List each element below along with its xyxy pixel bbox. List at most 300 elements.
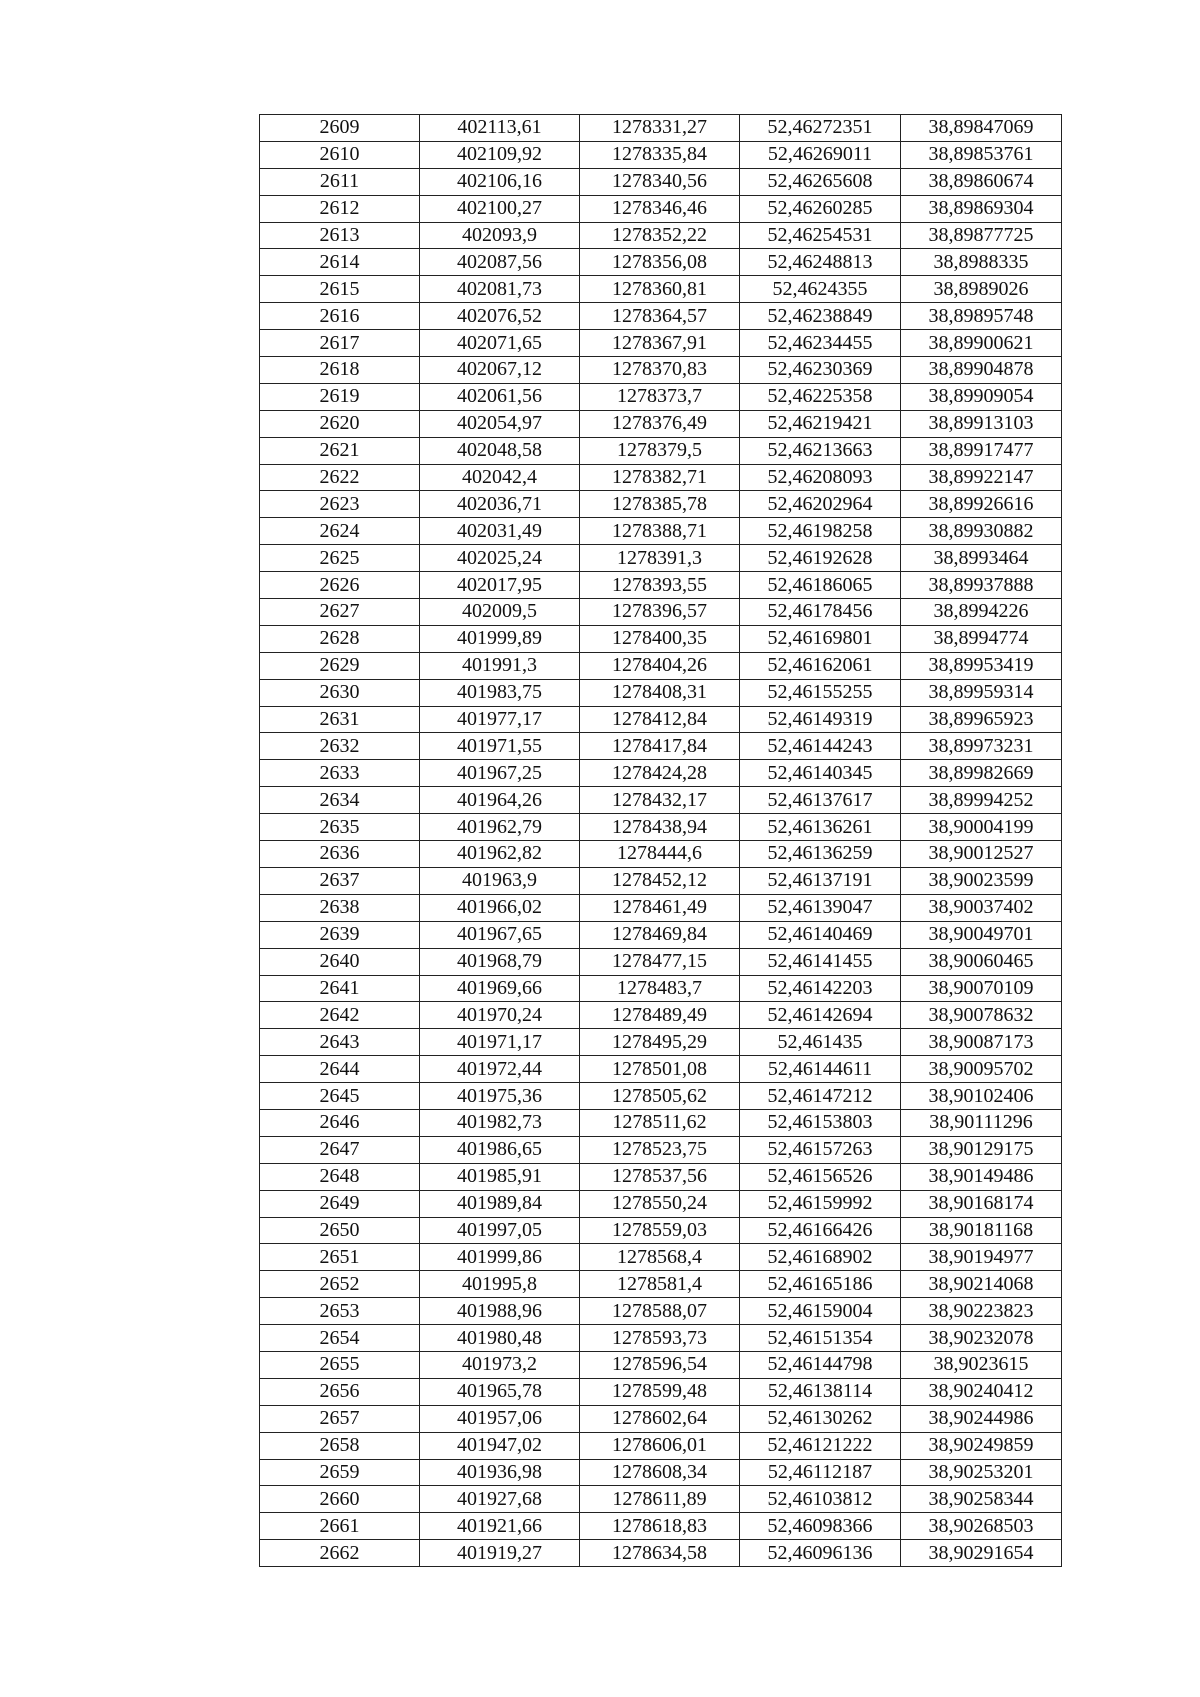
- longitude-cell: 38,89853761: [901, 141, 1062, 168]
- point-number-cell: 2628: [260, 625, 420, 652]
- y-coordinate-cell: 1278634,58: [580, 1540, 740, 1567]
- y-coordinate-cell: 1278331,27: [580, 115, 740, 142]
- table-row: [260, 948, 1062, 975]
- point-number-cell: 2641: [260, 975, 420, 1002]
- longitude-cell: 38,89877725: [901, 222, 1062, 249]
- point-number-cell: 2655: [260, 1351, 420, 1378]
- longitude-cell: 38,89904878: [901, 357, 1062, 384]
- table-row: [260, 814, 1062, 841]
- y-coordinate-cell: 1278382,71: [580, 464, 740, 491]
- table-row: [260, 652, 1062, 679]
- longitude-cell: 38,89973231: [901, 733, 1062, 760]
- table-row: [260, 222, 1062, 249]
- y-coordinate-cell: 1278356,08: [580, 249, 740, 276]
- longitude-cell: 38,89895748: [901, 303, 1062, 330]
- latitude-cell: 52,46186065: [740, 572, 901, 599]
- latitude-cell: 52,46136261: [740, 814, 901, 841]
- longitude-cell: 38,90095702: [901, 1056, 1062, 1083]
- x-coordinate-cell: 401967,65: [420, 921, 580, 948]
- x-coordinate-cell: 402048,58: [420, 437, 580, 464]
- longitude-cell: 38,8994774: [901, 625, 1062, 652]
- latitude-cell: 52,46136259: [740, 841, 901, 868]
- table-row: [260, 357, 1062, 384]
- point-number-cell: 2657: [260, 1405, 420, 1432]
- longitude-cell: 38,89994252: [901, 787, 1062, 814]
- y-coordinate-cell: 1278408,31: [580, 679, 740, 706]
- longitude-cell: 38,90214068: [901, 1271, 1062, 1298]
- longitude-cell: 38,90060465: [901, 948, 1062, 975]
- y-coordinate-cell: 1278618,83: [580, 1513, 740, 1540]
- point-number-cell: 2636: [260, 841, 420, 868]
- table-row: [260, 303, 1062, 330]
- x-coordinate-cell: 402076,52: [420, 303, 580, 330]
- coordinates-table-body: [260, 115, 1062, 1567]
- longitude-cell: 38,89965923: [901, 706, 1062, 733]
- x-coordinate-cell: 402109,92: [420, 141, 580, 168]
- x-coordinate-cell: 402009,5: [420, 599, 580, 626]
- latitude-cell: 52,46144611: [740, 1056, 901, 1083]
- latitude-cell: 52,46137191: [740, 867, 901, 894]
- point-number-cell: 2638: [260, 894, 420, 921]
- y-coordinate-cell: 1278501,08: [580, 1056, 740, 1083]
- table-row: [260, 1432, 1062, 1459]
- table-row: [260, 330, 1062, 357]
- table-row: [260, 1405, 1062, 1432]
- table-row: [260, 141, 1062, 168]
- point-number-cell: 2625: [260, 545, 420, 572]
- point-number-cell: 2659: [260, 1459, 420, 1486]
- longitude-cell: 38,89913103: [901, 410, 1062, 437]
- x-coordinate-cell: 401973,2: [420, 1351, 580, 1378]
- x-coordinate-cell: 401985,91: [420, 1163, 580, 1190]
- table-row: [260, 679, 1062, 706]
- x-coordinate-cell: 402061,56: [420, 383, 580, 410]
- x-coordinate-cell: 402071,65: [420, 330, 580, 357]
- x-coordinate-cell: 401991,3: [420, 652, 580, 679]
- y-coordinate-cell: 1278404,26: [580, 652, 740, 679]
- latitude-cell: 52,46168902: [740, 1244, 901, 1271]
- longitude-cell: 38,90253201: [901, 1459, 1062, 1486]
- longitude-cell: 38,90249859: [901, 1432, 1062, 1459]
- point-number-cell: 2609: [260, 115, 420, 142]
- x-coordinate-cell: 401995,8: [420, 1271, 580, 1298]
- x-coordinate-cell: 401982,73: [420, 1109, 580, 1136]
- y-coordinate-cell: 1278588,07: [580, 1298, 740, 1325]
- x-coordinate-cell: 402025,24: [420, 545, 580, 572]
- longitude-cell: 38,90102406: [901, 1083, 1062, 1110]
- point-number-cell: 2613: [260, 222, 420, 249]
- x-coordinate-cell: 402093,9: [420, 222, 580, 249]
- x-coordinate-cell: 402100,27: [420, 195, 580, 222]
- table-row: [260, 733, 1062, 760]
- point-number-cell: 2630: [260, 679, 420, 706]
- table-row: [260, 1513, 1062, 1540]
- y-coordinate-cell: 1278417,84: [580, 733, 740, 760]
- point-number-cell: 2611: [260, 168, 420, 195]
- x-coordinate-cell: 401963,9: [420, 867, 580, 894]
- table-row: [260, 545, 1062, 572]
- longitude-cell: 38,89937888: [901, 572, 1062, 599]
- point-number-cell: 2640: [260, 948, 420, 975]
- longitude-cell: 38,89959314: [901, 679, 1062, 706]
- table-row: [260, 1056, 1062, 1083]
- table-row: [260, 921, 1062, 948]
- x-coordinate-cell: 401957,06: [420, 1405, 580, 1432]
- longitude-cell: 38,89869304: [901, 195, 1062, 222]
- y-coordinate-cell: 1278438,94: [580, 814, 740, 841]
- y-coordinate-cell: 1278599,48: [580, 1378, 740, 1405]
- latitude-cell: 52,46151354: [740, 1325, 901, 1352]
- x-coordinate-cell: 402017,95: [420, 572, 580, 599]
- latitude-cell: 52,46230369: [740, 357, 901, 384]
- y-coordinate-cell: 1278495,29: [580, 1029, 740, 1056]
- x-coordinate-cell: 402036,71: [420, 491, 580, 518]
- table-row: [260, 1029, 1062, 1056]
- longitude-cell: 38,90244986: [901, 1405, 1062, 1432]
- y-coordinate-cell: 1278388,71: [580, 518, 740, 545]
- y-coordinate-cell: 1278335,84: [580, 141, 740, 168]
- x-coordinate-cell: 401999,86: [420, 1244, 580, 1271]
- longitude-cell: 38,90023599: [901, 867, 1062, 894]
- latitude-cell: 52,46269011: [740, 141, 901, 168]
- point-number-cell: 2656: [260, 1378, 420, 1405]
- table-row: [260, 1190, 1062, 1217]
- latitude-cell: 52,46265608: [740, 168, 901, 195]
- y-coordinate-cell: 1278511,62: [580, 1109, 740, 1136]
- longitude-cell: 38,90078632: [901, 1002, 1062, 1029]
- table-row: [260, 1244, 1062, 1271]
- y-coordinate-cell: 1278352,22: [580, 222, 740, 249]
- table-row: [260, 464, 1062, 491]
- table-row: [260, 1298, 1062, 1325]
- x-coordinate-cell: 402054,97: [420, 410, 580, 437]
- x-coordinate-cell: 402081,73: [420, 276, 580, 303]
- x-coordinate-cell: 401983,75: [420, 679, 580, 706]
- point-number-cell: 2648: [260, 1163, 420, 1190]
- table-row: [260, 706, 1062, 733]
- longitude-cell: 38,90223823: [901, 1298, 1062, 1325]
- longitude-cell: 38,8989026: [901, 276, 1062, 303]
- table-row: [260, 975, 1062, 1002]
- y-coordinate-cell: 1278469,84: [580, 921, 740, 948]
- x-coordinate-cell: 402042,4: [420, 464, 580, 491]
- y-coordinate-cell: 1278379,5: [580, 437, 740, 464]
- point-number-cell: 2653: [260, 1298, 420, 1325]
- y-coordinate-cell: 1278559,03: [580, 1217, 740, 1244]
- latitude-cell: 52,46202964: [740, 491, 901, 518]
- latitude-cell: 52,46140345: [740, 760, 901, 787]
- latitude-cell: 52,46149319: [740, 706, 901, 733]
- x-coordinate-cell: 401997,05: [420, 1217, 580, 1244]
- point-number-cell: 2614: [260, 249, 420, 276]
- latitude-cell: 52,46096136: [740, 1540, 901, 1567]
- latitude-cell: 52,46208093: [740, 464, 901, 491]
- longitude-cell: 38,90194977: [901, 1244, 1062, 1271]
- y-coordinate-cell: 1278424,28: [580, 760, 740, 787]
- point-number-cell: 2629: [260, 652, 420, 679]
- table-row: [260, 383, 1062, 410]
- longitude-cell: 38,90240412: [901, 1378, 1062, 1405]
- y-coordinate-cell: 1278523,75: [580, 1136, 740, 1163]
- point-number-cell: 2637: [260, 867, 420, 894]
- latitude-cell: 52,46162061: [740, 652, 901, 679]
- x-coordinate-cell: 402067,12: [420, 357, 580, 384]
- latitude-cell: 52,46137617: [740, 787, 901, 814]
- y-coordinate-cell: 1278432,17: [580, 787, 740, 814]
- point-number-cell: 2658: [260, 1432, 420, 1459]
- x-coordinate-cell: 401968,79: [420, 948, 580, 975]
- longitude-cell: 38,90232078: [901, 1325, 1062, 1352]
- longitude-cell: 38,90087173: [901, 1029, 1062, 1056]
- point-number-cell: 2626: [260, 572, 420, 599]
- point-number-cell: 2633: [260, 760, 420, 787]
- point-number-cell: 2627: [260, 599, 420, 626]
- table-row: [260, 1459, 1062, 1486]
- table-row: [260, 410, 1062, 437]
- y-coordinate-cell: 1278596,54: [580, 1351, 740, 1378]
- point-number-cell: 2632: [260, 733, 420, 760]
- table-row: [260, 841, 1062, 868]
- latitude-cell: 52,46159004: [740, 1298, 901, 1325]
- x-coordinate-cell: 401965,78: [420, 1378, 580, 1405]
- y-coordinate-cell: 1278400,35: [580, 625, 740, 652]
- table-row: [260, 1540, 1062, 1567]
- latitude-cell: 52,46140469: [740, 921, 901, 948]
- latitude-cell: 52,46153803: [740, 1109, 901, 1136]
- longitude-cell: 38,89930882: [901, 518, 1062, 545]
- x-coordinate-cell: 401964,26: [420, 787, 580, 814]
- table-row: [260, 1325, 1062, 1352]
- y-coordinate-cell: 1278593,73: [580, 1325, 740, 1352]
- latitude-cell: 52,46238849: [740, 303, 901, 330]
- y-coordinate-cell: 1278340,56: [580, 168, 740, 195]
- point-number-cell: 2654: [260, 1325, 420, 1352]
- latitude-cell: 52,46169801: [740, 625, 901, 652]
- table-row: [260, 1378, 1062, 1405]
- point-number-cell: 2643: [260, 1029, 420, 1056]
- longitude-cell: 38,90004199: [901, 814, 1062, 841]
- y-coordinate-cell: 1278581,4: [580, 1271, 740, 1298]
- longitude-cell: 38,89926616: [901, 491, 1062, 518]
- x-coordinate-cell: 401986,65: [420, 1136, 580, 1163]
- table-row: [260, 1002, 1062, 1029]
- table-row: [260, 1271, 1062, 1298]
- longitude-cell: 38,89922147: [901, 464, 1062, 491]
- point-number-cell: 2647: [260, 1136, 420, 1163]
- point-number-cell: 2617: [260, 330, 420, 357]
- latitude-cell: 52,46098366: [740, 1513, 901, 1540]
- y-coordinate-cell: 1278550,24: [580, 1190, 740, 1217]
- y-coordinate-cell: 1278346,46: [580, 195, 740, 222]
- x-coordinate-cell: 401980,48: [420, 1325, 580, 1352]
- x-coordinate-cell: 402113,61: [420, 115, 580, 142]
- table-row: [260, 195, 1062, 222]
- latitude-cell: 52,46198258: [740, 518, 901, 545]
- longitude-cell: 38,9023615: [901, 1351, 1062, 1378]
- y-coordinate-cell: 1278602,64: [580, 1405, 740, 1432]
- y-coordinate-cell: 1278608,34: [580, 1459, 740, 1486]
- table-row: [260, 1486, 1062, 1513]
- y-coordinate-cell: 1278452,12: [580, 867, 740, 894]
- point-number-cell: 2616: [260, 303, 420, 330]
- table-row: [260, 760, 1062, 787]
- x-coordinate-cell: 401972,44: [420, 1056, 580, 1083]
- latitude-cell: 52,46156526: [740, 1163, 901, 1190]
- latitude-cell: 52,46139047: [740, 894, 901, 921]
- point-number-cell: 2660: [260, 1486, 420, 1513]
- y-coordinate-cell: 1278505,62: [580, 1083, 740, 1110]
- latitude-cell: 52,46141455: [740, 948, 901, 975]
- latitude-cell: 52,46166426: [740, 1217, 901, 1244]
- longitude-cell: 38,89900621: [901, 330, 1062, 357]
- latitude-cell: 52,46142203: [740, 975, 901, 1002]
- latitude-cell: 52,46219421: [740, 410, 901, 437]
- point-number-cell: 2642: [260, 1002, 420, 1029]
- point-number-cell: 2661: [260, 1513, 420, 1540]
- longitude-cell: 38,8994226: [901, 599, 1062, 626]
- table-row: [260, 1136, 1062, 1163]
- latitude-cell: 52,46178456: [740, 599, 901, 626]
- point-number-cell: 2618: [260, 357, 420, 384]
- y-coordinate-cell: 1278376,49: [580, 410, 740, 437]
- y-coordinate-cell: 1278477,15: [580, 948, 740, 975]
- longitude-cell: 38,90168174: [901, 1190, 1062, 1217]
- x-coordinate-cell: 401919,27: [420, 1540, 580, 1567]
- table-row: [260, 787, 1062, 814]
- latitude-cell: 52,46234455: [740, 330, 901, 357]
- latitude-cell: 52,46254531: [740, 222, 901, 249]
- table-row: [260, 249, 1062, 276]
- point-number-cell: 2650: [260, 1217, 420, 1244]
- point-number-cell: 2624: [260, 518, 420, 545]
- y-coordinate-cell: 1278611,89: [580, 1486, 740, 1513]
- longitude-cell: 38,90291654: [901, 1540, 1062, 1567]
- longitude-cell: 38,89917477: [901, 437, 1062, 464]
- latitude-cell: 52,46157263: [740, 1136, 901, 1163]
- latitude-cell: 52,46144798: [740, 1351, 901, 1378]
- point-number-cell: 2615: [260, 276, 420, 303]
- longitude-cell: 38,90268503: [901, 1513, 1062, 1540]
- table-row: [260, 491, 1062, 518]
- x-coordinate-cell: 401947,02: [420, 1432, 580, 1459]
- latitude-cell: 52,46138114: [740, 1378, 901, 1405]
- latitude-cell: 52,46192628: [740, 545, 901, 572]
- longitude-cell: 38,89982669: [901, 760, 1062, 787]
- table-row: [260, 625, 1062, 652]
- coordinates-table: [259, 114, 1062, 1567]
- x-coordinate-cell: 401989,84: [420, 1190, 580, 1217]
- point-number-cell: 2622: [260, 464, 420, 491]
- table-row: [260, 1217, 1062, 1244]
- latitude-cell: 52,46103812: [740, 1486, 901, 1513]
- point-number-cell: 2646: [260, 1109, 420, 1136]
- x-coordinate-cell: 401988,96: [420, 1298, 580, 1325]
- x-coordinate-cell: 401962,79: [420, 814, 580, 841]
- table-row: [260, 1351, 1062, 1378]
- latitude-cell: 52,46248813: [740, 249, 901, 276]
- latitude-cell: 52,46130262: [740, 1405, 901, 1432]
- point-number-cell: 2623: [260, 491, 420, 518]
- table-row: [260, 168, 1062, 195]
- longitude-cell: 38,90070109: [901, 975, 1062, 1002]
- longitude-cell: 38,90129175: [901, 1136, 1062, 1163]
- y-coordinate-cell: 1278391,3: [580, 545, 740, 572]
- y-coordinate-cell: 1278396,57: [580, 599, 740, 626]
- point-number-cell: 2645: [260, 1083, 420, 1110]
- point-number-cell: 2620: [260, 410, 420, 437]
- x-coordinate-cell: 401971,55: [420, 733, 580, 760]
- y-coordinate-cell: 1278367,91: [580, 330, 740, 357]
- table-row: [260, 572, 1062, 599]
- longitude-cell: 38,89860674: [901, 168, 1062, 195]
- y-coordinate-cell: 1278537,56: [580, 1163, 740, 1190]
- latitude-cell: 52,46147212: [740, 1083, 901, 1110]
- latitude-cell: 52,46142694: [740, 1002, 901, 1029]
- point-number-cell: 2639: [260, 921, 420, 948]
- point-number-cell: 2619: [260, 383, 420, 410]
- table-row: [260, 599, 1062, 626]
- x-coordinate-cell: 401970,24: [420, 1002, 580, 1029]
- point-number-cell: 2651: [260, 1244, 420, 1271]
- longitude-cell: 38,90149486: [901, 1163, 1062, 1190]
- y-coordinate-cell: 1278568,4: [580, 1244, 740, 1271]
- x-coordinate-cell: 402106,16: [420, 168, 580, 195]
- table-row: [260, 437, 1062, 464]
- table-row: [260, 894, 1062, 921]
- latitude-cell: 52,46144243: [740, 733, 901, 760]
- latitude-cell: 52,46260285: [740, 195, 901, 222]
- x-coordinate-cell: 401936,98: [420, 1459, 580, 1486]
- point-number-cell: 2634: [260, 787, 420, 814]
- x-coordinate-cell: 401969,66: [420, 975, 580, 1002]
- x-coordinate-cell: 401927,68: [420, 1486, 580, 1513]
- point-number-cell: 2649: [260, 1190, 420, 1217]
- longitude-cell: 38,90012527: [901, 841, 1062, 868]
- point-number-cell: 2662: [260, 1540, 420, 1567]
- longitude-cell: 38,89953419: [901, 652, 1062, 679]
- table-row: [260, 867, 1062, 894]
- y-coordinate-cell: 1278370,83: [580, 357, 740, 384]
- latitude-cell: 52,46155255: [740, 679, 901, 706]
- point-number-cell: 2631: [260, 706, 420, 733]
- latitude-cell: 52,46159992: [740, 1190, 901, 1217]
- longitude-cell: 38,8988335: [901, 249, 1062, 276]
- table-row: [260, 115, 1062, 142]
- x-coordinate-cell: 401962,82: [420, 841, 580, 868]
- longitude-cell: 38,89847069: [901, 115, 1062, 142]
- latitude-cell: 52,46213663: [740, 437, 901, 464]
- x-coordinate-cell: 401967,25: [420, 760, 580, 787]
- table-row: [260, 276, 1062, 303]
- y-coordinate-cell: 1278393,55: [580, 572, 740, 599]
- latitude-cell: 52,4624355: [740, 276, 901, 303]
- point-number-cell: 2644: [260, 1056, 420, 1083]
- x-coordinate-cell: 401971,17: [420, 1029, 580, 1056]
- longitude-cell: 38,90181168: [901, 1217, 1062, 1244]
- y-coordinate-cell: 1278461,49: [580, 894, 740, 921]
- table-row: [260, 1083, 1062, 1110]
- x-coordinate-cell: 401921,66: [420, 1513, 580, 1540]
- latitude-cell: 52,46165186: [740, 1271, 901, 1298]
- latitude-cell: 52,46225358: [740, 383, 901, 410]
- longitude-cell: 38,90258344: [901, 1486, 1062, 1513]
- x-coordinate-cell: 401999,89: [420, 625, 580, 652]
- x-coordinate-cell: 402087,56: [420, 249, 580, 276]
- y-coordinate-cell: 1278606,01: [580, 1432, 740, 1459]
- longitude-cell: 38,90049701: [901, 921, 1062, 948]
- point-number-cell: 2612: [260, 195, 420, 222]
- x-coordinate-cell: 402031,49: [420, 518, 580, 545]
